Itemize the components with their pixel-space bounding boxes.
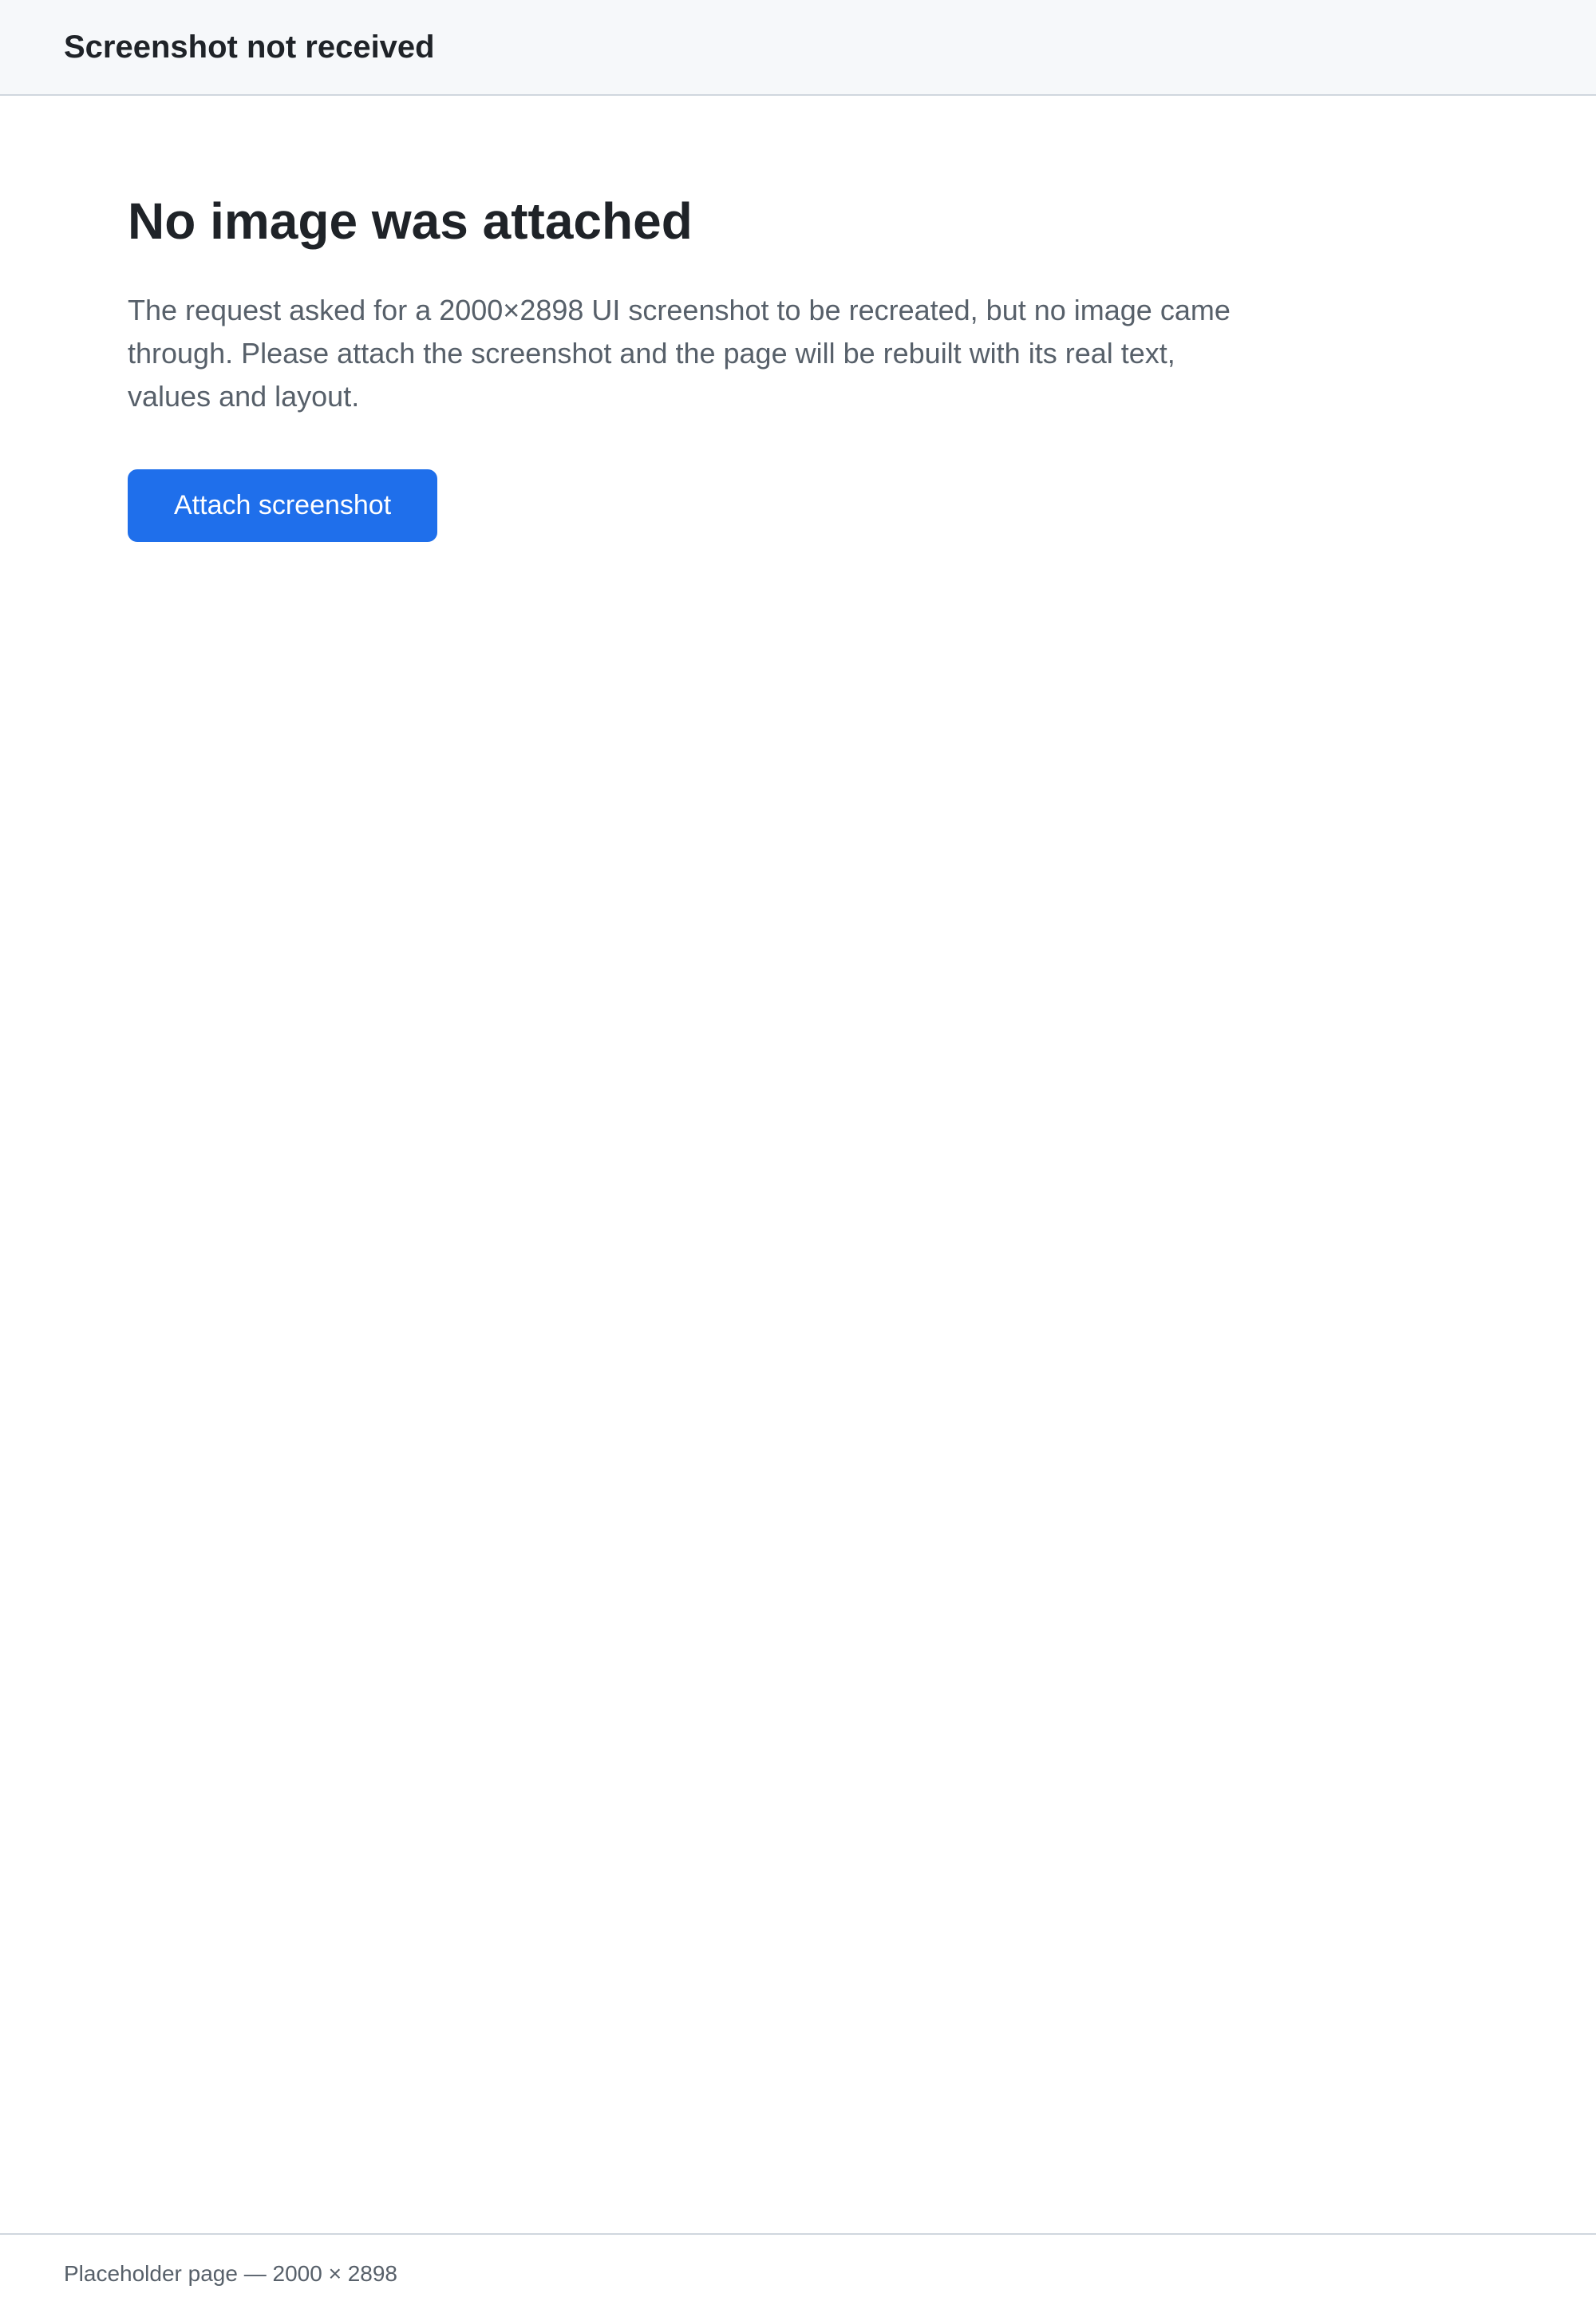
message-text: The request asked for a 2000×2898 UI screenshot to be recreated, but no image came through. Please attach the screenshot and the page will be rebuilt with its real text, values and layout.: [128, 294, 1231, 413]
main-content: [0, 96, 1596, 2233]
page-footer: [0, 2233, 1596, 2313]
footer-note: Placeholder page — 2000 × 2898: [64, 2261, 397, 2286]
app-title: Screenshot not received: [64, 29, 435, 65]
page-title: No image was attached: [128, 192, 693, 250]
app-header: [0, 0, 1596, 96]
attach-screenshot-button[interactable]: Attach screenshot: [128, 469, 437, 542]
